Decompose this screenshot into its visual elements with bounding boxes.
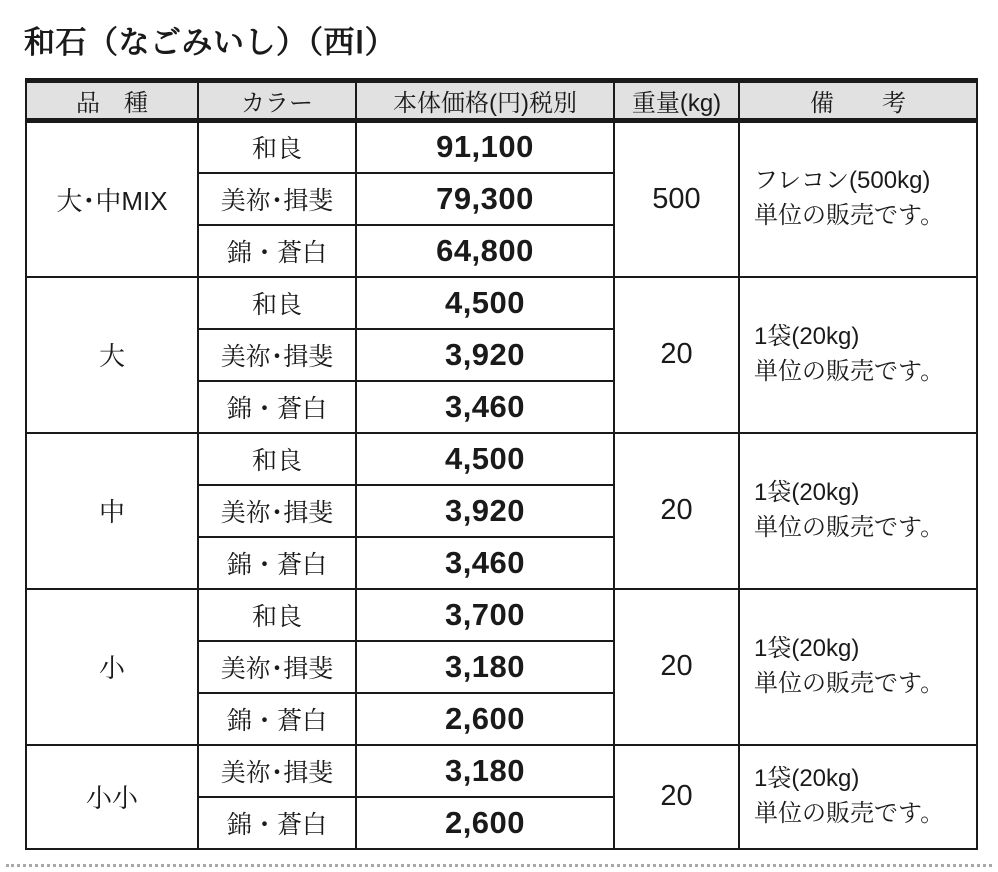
color-cell: 錦・蒼白 [198,537,356,589]
remarks-line: 単位の販売です。 [754,513,945,541]
price-cell: 3,920 [356,329,614,381]
remarks-line: 単位の販売です。 [754,669,945,697]
price-cell: 64,800 [356,225,614,277]
remarks-line: 1袋(20kg) [754,322,860,350]
price-cell: 2,600 [356,693,614,745]
remarks-line: 単位の販売です。 [754,357,945,385]
price-cell: 3,460 [356,381,614,433]
variety-cell: 中 [26,433,198,589]
weight-cell: 20 [614,433,739,589]
remarks-cell [739,433,977,589]
column-header-remarks: 備 考 [739,81,977,121]
price-cell: 3,920 [356,485,614,537]
price-cell: 2,600 [356,797,614,849]
color-cell: 錦・蒼白 [198,797,356,849]
remarks-line: 1袋(20kg) [754,634,860,662]
remarks-cell [739,745,977,849]
color-cell: 錦・蒼白 [198,693,356,745]
variety-cell: 小小 [26,745,198,849]
price-cell: 3,180 [356,745,614,797]
color-cell: 美祢･揖斐 [198,641,356,693]
remarks-line: 単位の販売です。 [754,202,945,230]
price-cell: 3,180 [356,641,614,693]
remarks-cell [739,277,977,433]
remarks-line: 単位の販売です。 [754,799,945,827]
table-header-row [26,81,977,121]
color-cell: 錦・蒼白 [198,381,356,433]
color-cell: 和良 [198,277,356,329]
remarks-line: フレコン(500kg) [754,167,931,195]
table-row [26,277,977,329]
remarks-line: 1袋(20kg) [754,764,860,792]
color-cell: 美祢･揖斐 [198,329,356,381]
price-cell: 91,100 [356,121,614,173]
remarks-cell [739,121,977,277]
variety-cell: 小 [26,589,198,745]
bottom-dotted-divider [6,864,992,867]
weight-cell: 20 [614,589,739,745]
variety-cell: 大 [26,277,198,433]
price-cell: 4,500 [356,277,614,329]
remarks-cell [739,589,977,745]
color-cell: 錦・蒼白 [198,225,356,277]
color-cell: 美祢･揖斐 [198,173,356,225]
page-title: 和石（なごみいし）（西Ⅰ） [24,25,397,60]
column-header-price: 本体価格(円)税別 [356,81,614,121]
table-row [26,745,977,797]
weight-cell: 20 [614,745,739,849]
table-row [26,433,977,485]
column-header-color: カラー [198,81,356,121]
color-cell: 美祢･揖斐 [198,485,356,537]
table-row [26,121,977,173]
price-cell: 3,460 [356,537,614,589]
weight-cell: 500 [614,121,739,277]
price-table [25,78,978,850]
price-cell: 4,500 [356,433,614,485]
color-cell: 美祢･揖斐 [198,745,356,797]
column-header-variety: 品 種 [26,81,198,121]
column-header-weight: 重量(kg) [614,81,739,121]
weight-cell: 20 [614,277,739,433]
color-cell: 和良 [198,589,356,641]
price-cell: 3,700 [356,589,614,641]
remarks-line: 1袋(20kg) [754,478,860,506]
variety-cell: 大･中MIX [26,121,198,277]
table-row [26,589,977,641]
color-cell: 和良 [198,433,356,485]
price-cell: 79,300 [356,173,614,225]
color-cell: 和良 [198,121,356,173]
